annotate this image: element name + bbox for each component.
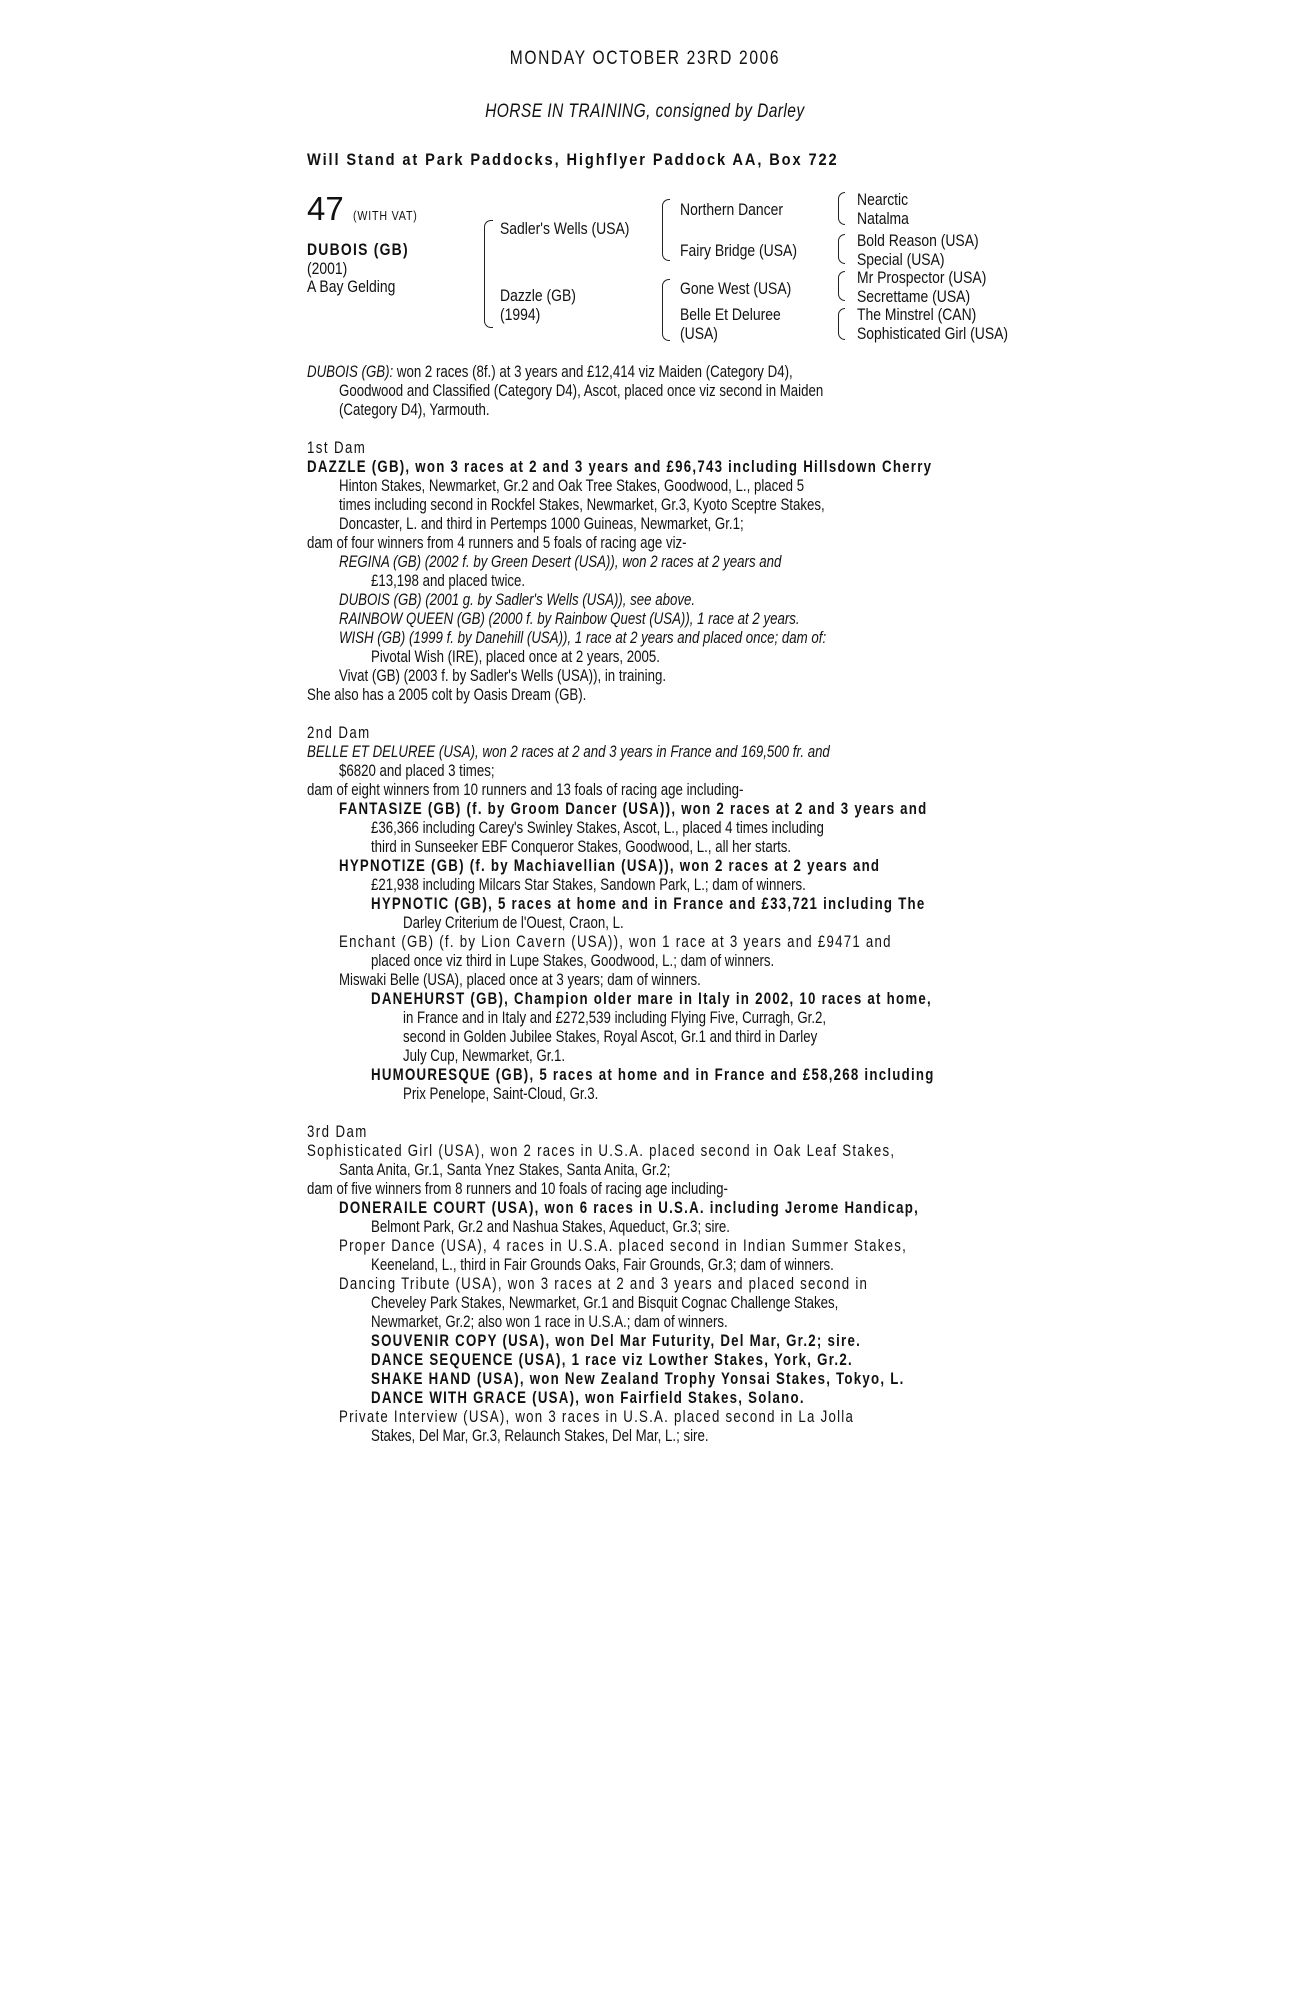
pedigree-sire-dam: Fairy Bridge (USA) (680, 241, 797, 260)
horse-description: A Bay Gelding (307, 277, 396, 296)
horse-name: DUBOIS (GB) (307, 240, 409, 259)
consignment-line: HORSE IN TRAINING, consigned by Darley (485, 101, 805, 122)
pedigree-dam: Dazzle (GB) (500, 286, 576, 305)
pedigree-brace-sire (662, 199, 670, 261)
pedigree-dam-dam: Belle Et Deluree (680, 305, 781, 324)
pedigree-ggp-5: Mr Prospector (USA) (857, 268, 987, 287)
pedigree-brace-ggp-3 (838, 271, 845, 301)
pedigree-ggp-7: The Minstrel (CAN) (857, 305, 977, 324)
stand-location: Will Stand at Park Paddocks, Highflyer Paddock AA, Box 722 (307, 150, 839, 169)
first-dam-section: 1st Dam DAZZLE (GB), won 3 races at 2 and 3 years and £96,743 including Hillsdown Cherry Hinton Stakes, Newmarket, Gr.2 and Oak Tree Stakes, Goodwood, L., placed 5 times including second in Rockfel Stakes, Newmarket, Gr.3, Kyoto Sceptre Stakes, Doncaster, L. and third in Pertemps 1000 Guineas, Newmarket, Gr.1; dam of four winners from 4 runners and 5 foals of racing age viz- REGINA (GB) (2002 f. by Green Desert (USA)), won 2 races at 2 years and £13,198 and placed twice. DUBOIS (GB) (2001 g. by Sadler's Wells (USA)), see above. RAINBOW QUEEN (GB) (2000 f. by Rainbow Quest (USA)), 1 race at 2 years. WISH (GB) (1999 f. by Danehill (USA)), 1 race at 2 years and placed once; dam of: Pivotal Wish (IRE), placed once at 2 years, 2005. Vivat (GB) (2003 f. by Sadler's Wells (USA)), in training. She also has a 2005 colt by Oasis Dream (GB). (307, 438, 933, 704)
pedigree-ggp-4: Special (USA) (857, 250, 945, 269)
pedigree-sire: Sadler's Wells (USA) (500, 219, 630, 238)
pedigree-brace-dam (662, 279, 670, 341)
pedigree-sire-sire: Northern Dancer (680, 200, 784, 219)
pedigree-dam-year: (1994) (500, 305, 541, 324)
second-dam-heading: 2nd Dam (307, 723, 371, 742)
pedigree-dam-sire: Gone West (USA) (680, 279, 792, 298)
pedigree-ggp-6: Secrettame (USA) (857, 287, 971, 306)
pedigree-ggp-8: Sophisticated Girl (USA) (857, 324, 1009, 343)
third-dam-section: 3rd Dam Sophisticated Girl (USA), won 2 races in U.S.A. placed second in Oak Leaf Stakes, Santa Anita, Gr.1, Santa Ynez Stakes, Santa Anita, Gr.2; dam of five winners from 8 runners and 10 foals of racing age including- DONERAILE COURT (USA), won 6 races in U.S.A. including Jerome Handicap, Belmont Park, Gr.2 and Nashua Stakes, Aqueduct, Gr.3; sire. Proper Dance (USA), 4 races in U.S.A. placed second in Indian Summer Stakes, Keeneland, L., third in Fair Grounds Oaks, Fair Grounds, Gr.3; dam of winners. Dancing Tribute (USA), won 3 races at 2 and 3 years and placed second in Cheveley Park Stakes, Newmarket, Gr.1 and Bisquit Cognac Challenge Stakes, Newmarket, Gr.2; also won 1 race in U.S.A.; dam of winners. SOUVENIR COPY (USA), won Del Mar Futurity, Del Mar, Gr.2; sire. DANCE SEQUENCE (USA), 1 race viz Lowther Stakes, York, Gr.2. SHAKE HAND (USA), won New Zealand Trophy Yonsai Stakes, Tokyo, L. DANCE WITH GRACE (USA), won Fairfield Stakes, Solano. Private Interview (USA), won 3 races in U.S.A. placed second in La Jolla Stakes, Del Mar, Gr.3, Relaunch Stakes, Del Mar, L.; sire. (307, 1122, 920, 1445)
lot-number-block (307, 190, 432, 228)
pedigree-dam-dam-origin: (USA) (680, 324, 718, 343)
third-dam-heading: 3rd Dam (307, 1122, 368, 1141)
first-dam-heading: 1st Dam (307, 438, 367, 457)
second-dam-section: 2nd Dam BELLE ET DELUREE (USA), won 2 races at 2 and 3 years in France and 169,500 fr. and $6820 and placed 3 times; dam of eight winners from 10 runners and 13 foals of racing age including- FANTASIZE (GB) (f. by Groom Dancer (USA)), won 2 races at 2 and 3 years and £36,366 including Carey's Swinley Stakes, Ascot, L., placed 4 times including third in Sunseeker EBF Conqueror Stakes, Goodwood, L., all her starts. HYPNOTIZE (GB) (f. by Machiavellian (USA)), won 2 races at 2 years and £21,938 including Milcars Star Stakes, Sandown Park, L.; dam of winners. HYPNOTIC (GB), 5 races at home and in France and £33,721 including The Darley Criterium de l'Ouest, Craon, L. Enchant (GB) (f. by Lion Cavern (USA)), won 1 race at 3 years and £9471 and placed once viz third in Lupe Stakes, Goodwood, L.; dam of winners. Miswaki Belle (USA), placed once at 3 years; dam of winners. DANEHURST (GB), Champion older mare in Italy in 2002, 10 races at home, in France and in Italy and £272,539 including Flying Five, Curragh, Gr.2, second in Golden Jubilee Stakes, Royal Ascot, Gr.1 and third in Darley July Cup, Newmarket, Gr.1. HUMOURESQUE (GB), 5 races at home and in France and £58,268 including Prix Penelope, Saint-Cloud, Gr.3. (307, 723, 935, 1103)
pedigree-ggp-2: Natalma (857, 209, 909, 228)
pedigree-brace-main (484, 220, 493, 328)
lot-number: 47 (307, 190, 344, 227)
racing-record: DUBOIS (GB): won 2 races (8f.) at 3 years and £12,414 viz Maiden (Category D4), Goodwood and Classified (Category D4), Ascot, placed once viz second in Maiden (Category D4), Yarmouth. (307, 362, 824, 419)
foaling-year: (2001) (307, 259, 348, 278)
pedigree-brace-ggp-1 (838, 192, 845, 225)
pedigree-ggp-3: Bold Reason (USA) (857, 231, 979, 250)
catalogue-body (307, 362, 1067, 1445)
pedigree-brace-ggp-4 (838, 308, 845, 340)
pedigree-ggp-1: Nearctic (857, 190, 909, 209)
pedigree-brace-ggp-2 (838, 234, 845, 264)
sale-date: MONDAY OCTOBER 23RD 2006 (509, 48, 781, 69)
vat-note: (WITH VAT) (352, 208, 418, 223)
